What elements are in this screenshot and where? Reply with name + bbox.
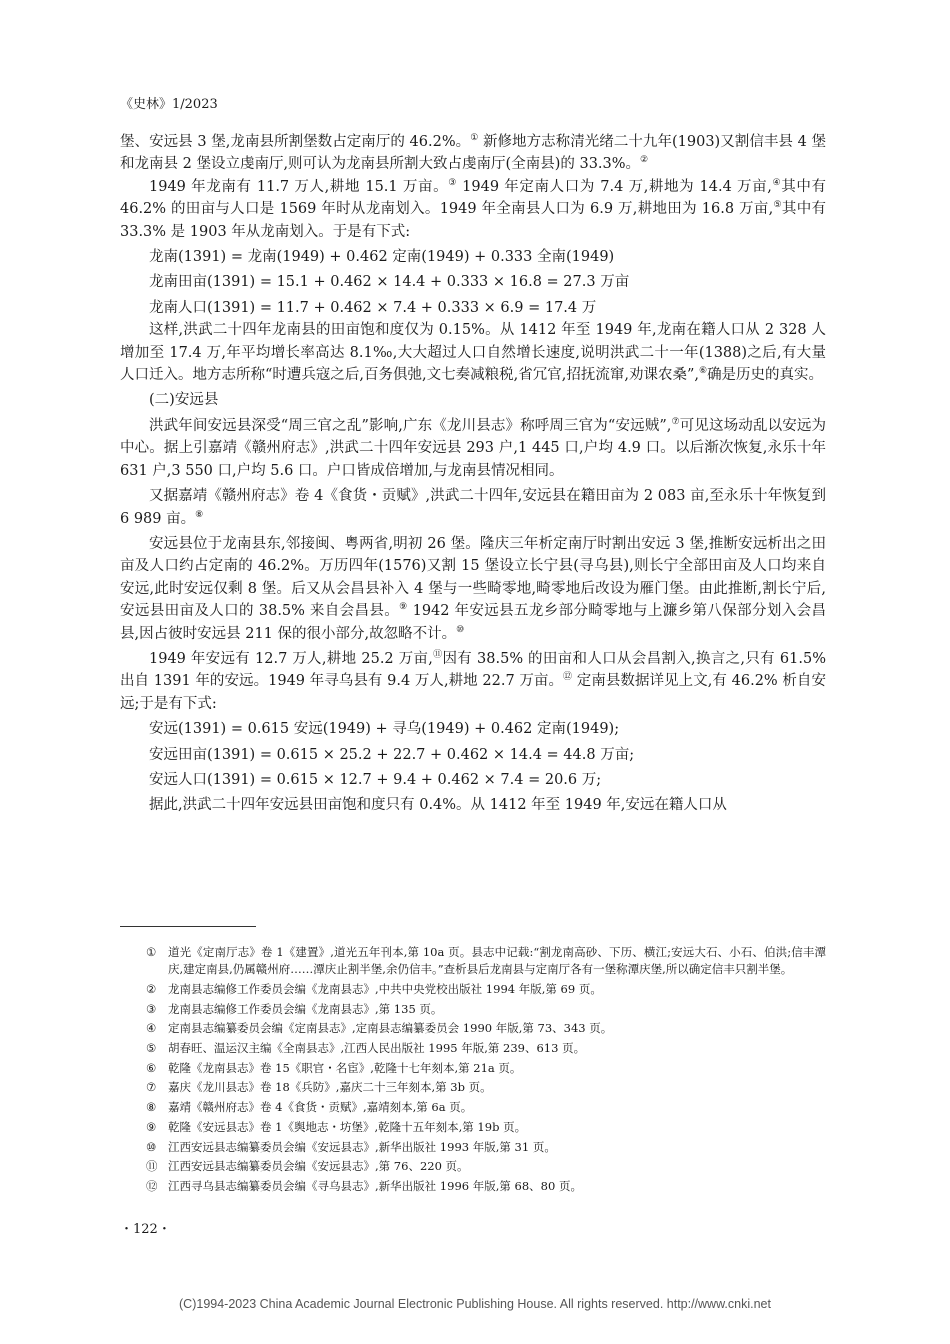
paragraph: 堡、安远县 3 堡,龙南县所割堡数占定南厅的 46.2%。① 新修地方志称清光绪二十九年(1903)又割信丰县 4 堡和龙南县 2 堡设立虔南厅,则可认为龙南县所割大致占虔南厅(全南县)的 33.3%。② (120, 133, 826, 173)
paragraph: 洪武年间安远县深受“周三官之乱”影响,广东《龙川县志》称呼周三官为“安远贼”,⑦可见这场动乱以安远为中心。据上引嘉靖《赣州府志》,洪武二十四年安远县 293 户,1 445 口,户均 4.9 口。以后渐次恢复,永乐十年 631 户,3 550 口,户均 5.6 口。户口皆成倍增加,与龙南县情况相同。 (120, 417, 826, 479)
footnote-ref[interactable]: ⑥ (698, 366, 708, 377)
footnote-divider (120, 926, 256, 927)
footnote-ref[interactable]: ⑤ (773, 200, 782, 211)
footnote-ref[interactable]: ⑫ (563, 672, 573, 683)
paragraph: 这样,洪武二十四年龙南县的田亩饱和度仅为 0.15%。从 1412 年至 1949 年,龙南在籍人口从 2 328 人增加至 17.4 万,年平均增长率高达 8.1‰,大大超过人口自然增长速度,说明洪武二十一年(1388)之后,有大量人口迁入。地方志所称“时遭兵寇之后,百务俱弛,文七奏减粮税,省冗官,招抚流窜,劝课农桑”,⑥确是历史的真实。 (120, 322, 826, 384)
equation: 龙南田亩(1391) = 15.1 + 0.462 × 14.4 + 0.333 × 16.8 = 27.3 万亩 (149, 274, 630, 291)
equation: 安远田亩(1391) = 0.615 × 25.2 + 22.7 + 0.462 × 14.4 = 44.8 万亩; (149, 746, 635, 763)
article-body (120, 131, 826, 817)
footnote: ④ 定南县志编纂委员会编《定南县志》,定南县志编纂委员会 1990 年版,第 73、343 页。 (146, 1021, 613, 1036)
footnote: ⑦ 嘉庆《龙川县志》卷 18《兵防》,嘉庆二十三年刻本,第 3b 页。 (146, 1080, 492, 1095)
footnote: ⑤ 胡春旺、温运汉主编《全南县志》,江西人民出版社 1995 年版,第 239、613 页。 (146, 1041, 586, 1056)
footnote: ③ 龙南县志编修工作委员会编《龙南县志》,第 135 页。 (146, 1001, 443, 1016)
footnote-ref[interactable]: ④ (771, 177, 782, 188)
paragraph: 1949 年安远有 12.7 万人,耕地 25.2 万亩,⑪因有 38.5% 的田亩和人口从会昌割入,换言之,只有 61.5% 出自 1391 年的安远。1949 年寻乌县有 9.4 万人,耕地 22.7 万亩。⑫ 定南县数据详见上文,有 46.2% 析自安远;于是有下式: (120, 650, 826, 712)
section-heading: (二)安远县 (149, 392, 219, 409)
footnote: ⑧ 嘉靖《赣州府志》卷 4《食货・贡赋》,嘉靖刻本,第 6a 页。 (146, 1100, 473, 1115)
footnote-ref[interactable]: ⑩ (456, 624, 465, 635)
journal-header: 《史林》1/2023 (120, 97, 218, 112)
footnote-ref[interactable]: ⑨ (399, 602, 408, 613)
footnotes (120, 944, 826, 1198)
footnote: ⑫ 江西寻乌县志编纂委员会编《寻乌县志》,新华出版社 1996 年版,第 68、80 页。 (146, 1178, 582, 1193)
footnote: ⑪ 江西安远县志编纂委员会编《安远县志》,第 76、220 页。 (146, 1159, 469, 1174)
footnote: ⑨ 乾隆《安远县志》卷 1《舆地志・坊堡》,乾隆十五年刻本,第 19b 页。 (146, 1119, 527, 1134)
footnote: ② 龙南县志编修工作委员会编《龙南县志》,中共中央党校出版社 1994 年版,第 69 页。 (146, 981, 602, 996)
footnote-ref[interactable]: ⑪ (432, 650, 443, 661)
paragraph: 1949 年龙南有 11.7 万人,耕地 15.1 万亩。③ 1949 年定南人口为 7.4 万,耕地为 14.4 万亩,④其中有 46.2% 的田亩与人口是 1569 年时从龙南划入。1949 年全南县人口为 6.9 万,耕地田为 16.8 万亩,⑤其中有 33.3% 是 1903 年从龙南划入。于是有下式: (120, 177, 826, 240)
paragraph: 又据嘉靖《赣州府志》卷 4《食货・贡赋》,洪武二十四年,安远县在籍田亩为 2 083 亩,至永乐十年恢复到 6 989 亩。⑧ (120, 488, 826, 527)
footnote: ⑩ 江西安远县志编纂委员会编《安远县志》,新华出版社 1993 年版,第 31 页。 (146, 1139, 556, 1154)
copyright-footer: (C)1994-2023 China Academic Journal Electronic Publishing House. All rights reserved. http://www.cnki.net (179, 1297, 771, 1311)
footnote-ref[interactable]: ① (470, 133, 479, 144)
equation: 安远(1391) = 0.615 安远(1949) + 寻乌(1949) + 0.462 定南(1949); (149, 721, 620, 738)
footnote: ① 道光《定南厅志》卷 1《建置》,道光五年刊本,第 10a 页。县志中记载:“割龙南高砂、下历、横江;安远大石、小石、伯洪;信丰潭庆,建定南县,仍属赣州府……潭庆止割半堡,余仍信丰。”查析县后龙南县与定南厅各有一堡称潭庆堡,所以确定信丰只割半堡。 (146, 945, 826, 977)
footnote-ref[interactable]: ⑦ (671, 417, 680, 428)
equation: 龙南(1391) = 龙南(1949) + 0.462 定南(1949) + 0.333 全南(1949) (149, 249, 615, 266)
footnote: ⑥ 乾隆《龙南县志》卷 15《职官・名宦》,乾隆十七年刻本,第 21a 页。 (146, 1060, 522, 1075)
equation: 龙南人口(1391) = 11.7 + 0.462 × 7.4 + 0.333 × 6.9 = 17.4 万 (149, 299, 597, 316)
paragraph: 安远县位于龙南县东,邻接闽、粤两省,明初 26 堡。隆庆三年析定南厅时割出安远 3 堡,推断安远析出之田亩及人口约占定南的 46.2%。万历四年(1576)又割 15 堡设立长宁县(寻乌县),则长宁全部田亩及人口均来自安远,此时安远仅剩 8 堡。后又从会昌县补入 4 堡与一些畸零地,畸零地后改设为雁门堡。由此推断,割长宁后,安远县田亩及人口的 38.5% 来自会昌县。⑨ 1942 年安远县五龙乡部分畸零地与上濂乡第八保部分划入会昌县,因占彼时安远县 211 保的很小部分,故忽略不计。⑩ (120, 535, 827, 642)
footnote-ref[interactable]: ⑧ (195, 509, 204, 520)
page-number: ・122・ (120, 1222, 171, 1237)
paragraph: 据此,洪武二十四年安远县田亩饱和度只有 0.4%。从 1412 年至 1949 年,安远在籍人口从 (149, 797, 727, 814)
footnote-ref[interactable]: ② (640, 155, 649, 166)
equation: 安远人口(1391) = 0.615 × 12.7 + 9.4 + 0.462 × 7.4 = 20.6 万; (149, 771, 602, 788)
footnote-ref[interactable]: ③ (448, 177, 457, 188)
